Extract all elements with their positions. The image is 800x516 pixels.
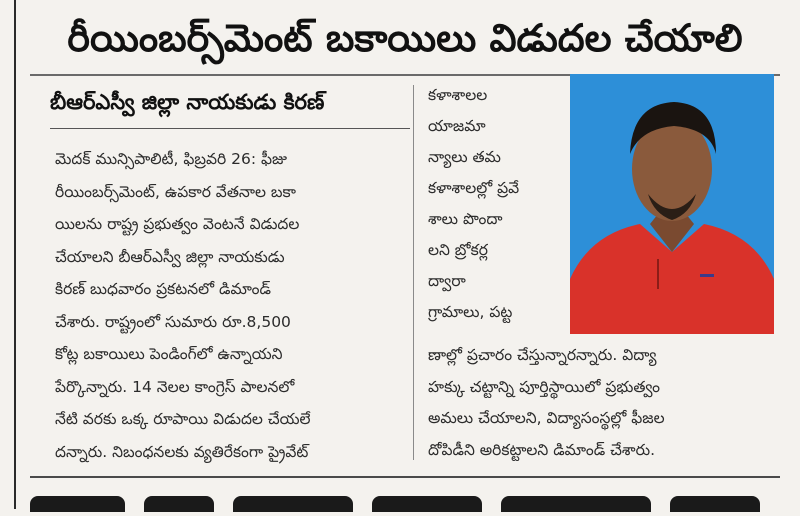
body-line: కిరణ్ బుధవారం ప్రకటనలో డిమాండ్ <box>55 280 272 298</box>
bottom-line: హక్కు చట్టాన్ని పూర్తిస్థాయిలో ప్రభుత్వం <box>428 377 660 396</box>
bottom-line: ణాల్లో ప్రచారం చేస్తున్నారన్నారు. విద్యా <box>428 346 657 364</box>
cropped-glyph-block <box>233 496 353 512</box>
person-portrait-illustration <box>570 74 774 334</box>
cropped-glyph-block <box>670 496 760 512</box>
body-line: యిలను రాష్ట్ర ప్రభుత్వం వెంటనే విడుదల <box>55 215 300 233</box>
article-side-column <box>428 80 556 328</box>
body-line: పేర్కొన్నారు. 14 నెలల కాంగ్రెస్ పాలనలో <box>55 377 295 396</box>
person-photo <box>570 74 774 334</box>
side-line: న్యాలు తమ <box>428 148 501 166</box>
next-article-headline-cropped <box>30 486 780 516</box>
body-line: రీయింబర్స్‌మెంట్, ఉపకార వేతనాల బకా <box>55 182 296 201</box>
subheadline-underline <box>50 128 410 129</box>
side-line: కళాశాలల్లో ప్రవే <box>428 179 520 197</box>
headline: రీయింబర్స్‌మెంట్ బకాయిలు విడుదల చేయాలి <box>67 16 743 60</box>
left-column-rule <box>14 0 16 509</box>
side-line: గ్రామాలు, పట్ట <box>428 303 513 321</box>
cropped-glyph-block <box>372 496 482 512</box>
side-line: యాజమా <box>428 117 486 135</box>
body-line: చేయాలని బీఆర్ఎస్వీ జిల్లా నాయకుడు <box>55 247 285 266</box>
article-continuation <box>428 340 773 466</box>
bottom-line: అమలు చేయాలని, విద్యాసంస్థల్లో ఫీజల <box>428 409 665 427</box>
shirt-pocket-pen <box>700 274 714 277</box>
article-body <box>55 143 400 468</box>
body-line: కోట్ల బకాయిలు పెండింగ్‌లో ఉన్నాయని <box>55 345 283 363</box>
body-line: నేటి వరకు ఒక్క రూపాయి విడుదల చేయలే <box>55 410 311 428</box>
side-line: ద్వారా <box>428 272 466 290</box>
subheadline: బీఆర్ఎస్వీ జిల్లా నాయకుడు కిరణ్ <box>50 90 325 114</box>
cropped-glyph-block <box>501 496 651 512</box>
body-line: దన్నారు. నిబంధనలకు వ్యతిరేకంగా ప్రైవేట్ <box>55 442 309 461</box>
side-line: లని బ్రోకర్ల <box>428 241 488 259</box>
cropped-glyph-block <box>144 496 214 512</box>
side-line: కళాశాలల <box>428 86 488 104</box>
body-line: మెదక్ మున్సిపాలిటీ, ఫిబ్రవరి 26: ఫీజు <box>55 150 288 168</box>
body-line: చేశారు. రాష్ట్రంలో సుమారు రూ.8,500 <box>55 312 291 331</box>
article-bottom-divider <box>30 476 780 478</box>
bottom-line: దోపిడీని అరికట్టాలని డిమాండ్ చేశారు. <box>428 440 656 459</box>
cropped-glyph-block <box>30 496 125 512</box>
side-line: శాలు పొందా <box>428 210 503 228</box>
column-divider <box>413 85 414 460</box>
